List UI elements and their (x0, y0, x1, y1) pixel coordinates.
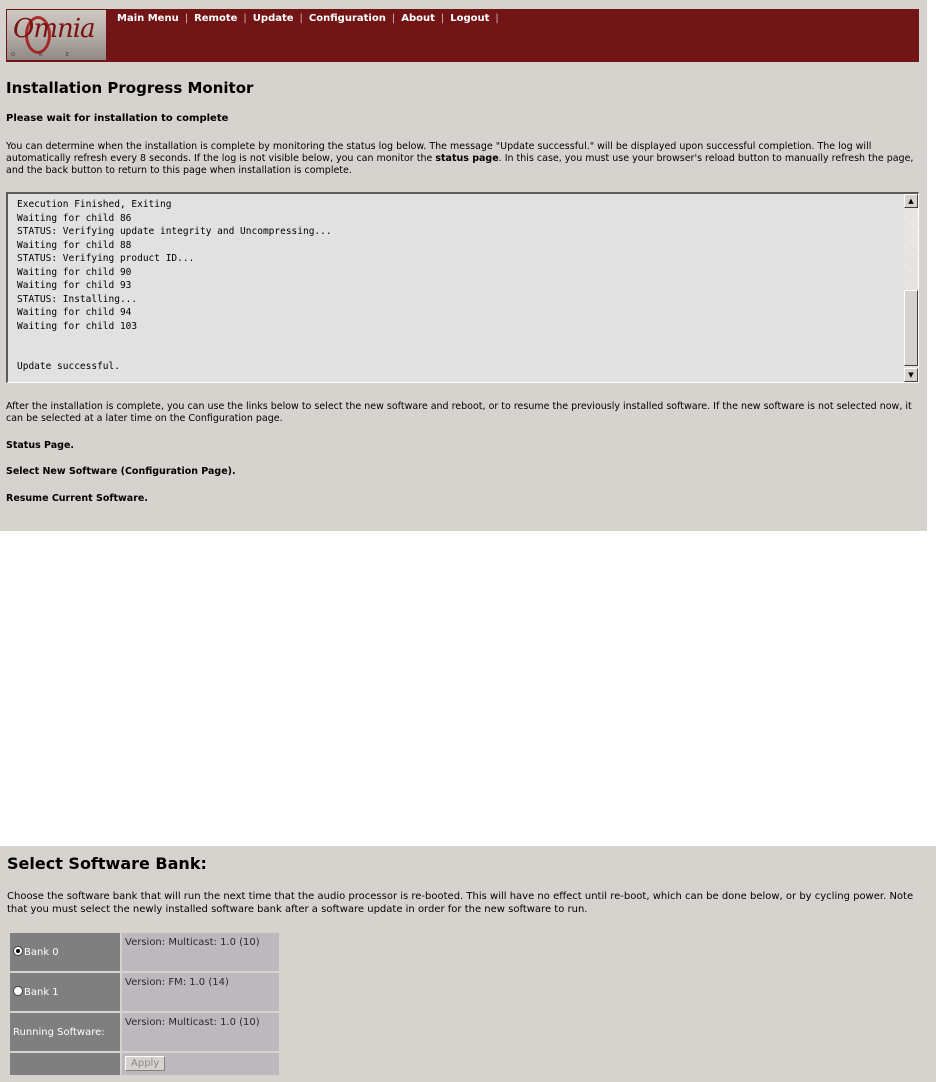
status-page-link[interactable]: Status Page. (6, 440, 75, 451)
bank-1-radio[interactable] (13, 986, 23, 996)
bank-0-version: Version: Multicast: 1.0 (10) (122, 933, 279, 971)
omnia-logo (7, 10, 106, 60)
software-bank-panel (0, 846, 936, 1082)
scroll-down-arrow-icon[interactable]: ▼ (904, 368, 918, 382)
after-install-text: After the installation is complete, you can use the links below to select the new software and reboot, or to resume the previously installed software. If the new software is not selected now, it can be selected at a later time on the Configuration page. (6, 401, 912, 424)
nav-separator: | (243, 12, 247, 24)
bank-title: Select Software Bank: (7, 854, 207, 873)
nav-separator: | (184, 12, 189, 24)
running-software-version: Version: Multicast: 1.0 (10) (122, 1013, 279, 1051)
nav-separator: | (391, 12, 396, 24)
intro-text (6, 141, 916, 177)
select-new-software-link[interactable]: Select New Software (Configuration Page). (6, 466, 236, 477)
nav-remote[interactable]: Remote (194, 12, 238, 24)
scroll-up-arrow-icon[interactable]: ▲ (904, 194, 918, 208)
bank-1-label: Bank 1 (24, 987, 59, 998)
apply-row-spacer (10, 1053, 120, 1075)
nav-separator: | (440, 12, 445, 24)
apply-cell (122, 1053, 279, 1075)
nav-logout[interactable]: Logout (450, 12, 490, 24)
bank-1-cell[interactable] (10, 973, 120, 1011)
running-software-label: Running Software: (10, 1013, 120, 1051)
header-bar (6, 9, 919, 62)
nav-separator: | (495, 12, 499, 24)
nav-main-menu[interactable]: Main Menu (117, 12, 179, 24)
status-log-text: Execution Finished, Exiting Waiting for child 86 STATUS: Verifying update integrity and Uncompressing... Waiting for child 88 STATUS: Verifying product ID... Waiting for child 90 Waiting for child 93 STATUS: Installing... Waiting for child 94 Waiting for child 103 Update successful. (17, 199, 332, 372)
nav-configuration[interactable]: Configuration (308, 12, 386, 24)
bank-0-label: Bank 0 (24, 947, 59, 958)
bank-row (10, 933, 279, 971)
running-row (10, 1013, 279, 1051)
main-nav (111, 11, 499, 25)
bank-description: Choose the software bank that will run the next time that the audio processor is re-booted. This will have no effect until re-boot, which can be done below, or by cycling power. Note that you must select the newly installed software bank after a software update in order for the new software to run. (7, 891, 914, 915)
apply-row (10, 1053, 279, 1075)
page-subtitle: Please wait for installation to complete (6, 113, 229, 124)
status-page-inline-link[interactable]: status page (435, 153, 499, 164)
page-title: Installation Progress Monitor (6, 79, 254, 97)
log-scrollbar[interactable] (904, 194, 918, 382)
installation-panel (0, 0, 927, 531)
nav-separator: | (299, 12, 303, 24)
bank-0-radio[interactable] (13, 946, 23, 956)
logo-wordmark: Omnia (13, 14, 95, 44)
bank-1-version: Version: FM: 1.0 (14) (122, 973, 279, 1011)
nav-about[interactable]: About (401, 12, 435, 24)
scrollbar-thumb[interactable] (904, 290, 918, 366)
status-log[interactable] (6, 192, 919, 383)
bank-row (10, 973, 279, 1011)
intro-text-part: . In this case, you must use your browser's reload button to manually refresh the page, and the back button to return to this page when installation is complete. (6, 153, 914, 176)
intro-text-part: You can determine when the installation is complete by monitoring the status log below. The message "Update successful." will be displayed upon successful completion. The log will automatically refresh every 8 seconds. If the log is not visible below, you can monitor the (6, 141, 872, 164)
logo-subtext: O N E (11, 52, 81, 58)
resume-current-software-link[interactable]: Resume Current Software. (6, 493, 148, 504)
bank-0-cell[interactable] (10, 933, 120, 971)
bank-table (8, 931, 281, 1077)
apply-button[interactable]: Apply (125, 1056, 165, 1071)
nav-update[interactable]: Update (252, 12, 294, 24)
